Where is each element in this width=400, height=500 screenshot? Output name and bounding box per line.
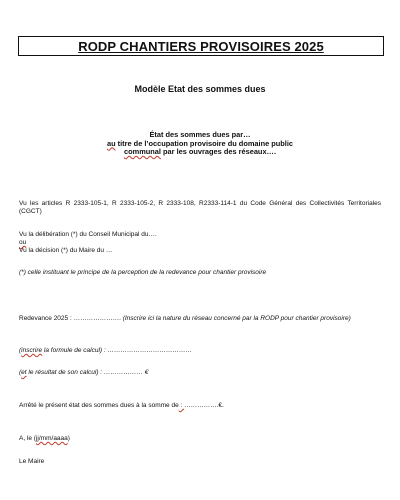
date-prefix: A, le (	[19, 435, 36, 442]
spellcheck-word-inscrire: inscrire	[21, 347, 43, 354]
intro-line-3	[0, 148, 400, 157]
arrete-suffix: …………….€.	[184, 402, 224, 409]
date-line	[19, 435, 70, 443]
spellcheck-date-format: jj/mm/aaaa	[35, 435, 68, 442]
document-title: RODP CHANTIERS PROVISOIRES 2025	[78, 38, 324, 54]
resultat-rest: le résultat de son calcul) : ……………… €	[26, 369, 149, 376]
signature-label: Le Maire	[19, 458, 45, 465]
redevance-line	[19, 315, 381, 323]
intro-line-2-text: titre de l’occupation provisoire du domaine public	[115, 138, 294, 148]
vu-decision: Vu la décision (*) du Maire du …	[19, 247, 113, 255]
intro-line-1: État des sommes dues par…	[149, 130, 251, 139]
formule-rest: la formule de calcul) : …………………………………	[42, 347, 193, 354]
arrete-prefix: Arrêté le présent état des sommes dues à la somme de	[19, 402, 179, 409]
document-subtitle: Modèle Etat des sommes dues	[134, 84, 266, 94]
resultat-open: (	[19, 369, 22, 376]
vu-articles: Vu les articles R 2333-105-1, R 2333-105-2, R 2333-108, R2333-114-1 du Code Général des Collectivités Territoriales (CGCT)	[19, 200, 381, 216]
formule-line	[19, 347, 192, 355]
date-suffix: )	[67, 435, 70, 442]
arrete-line	[19, 402, 224, 410]
spellcheck-word-au: au	[106, 138, 116, 148]
spellcheck-colon: :	[178, 402, 185, 409]
spellcheck-word-et: et	[21, 369, 27, 376]
intro-line-3-text: par les ouvrages des réseaux….	[160, 147, 276, 157]
title-box	[18, 36, 384, 56]
ou-text: ou	[19, 239, 27, 247]
formule-open: (	[19, 347, 22, 354]
redevance-instruction: (Inscrire ici la nature du réseau concerné par la RODP pour chantier provisoire)	[122, 315, 351, 322]
footnote: (*) celle instituant le principe de la perception de la redevance pour chantier provisoire	[19, 269, 267, 276]
spellcheck-word-communal: communal	[124, 147, 161, 157]
redevance-prefix: Redevance 2025 : ………………….	[19, 315, 123, 322]
intro-block	[0, 131, 400, 157]
resultat-line	[19, 369, 148, 377]
vu-deliberation: Vu la délibération (*) du Conseil Municipal du….	[19, 231, 157, 238]
vu-deliberation-block	[19, 231, 157, 256]
